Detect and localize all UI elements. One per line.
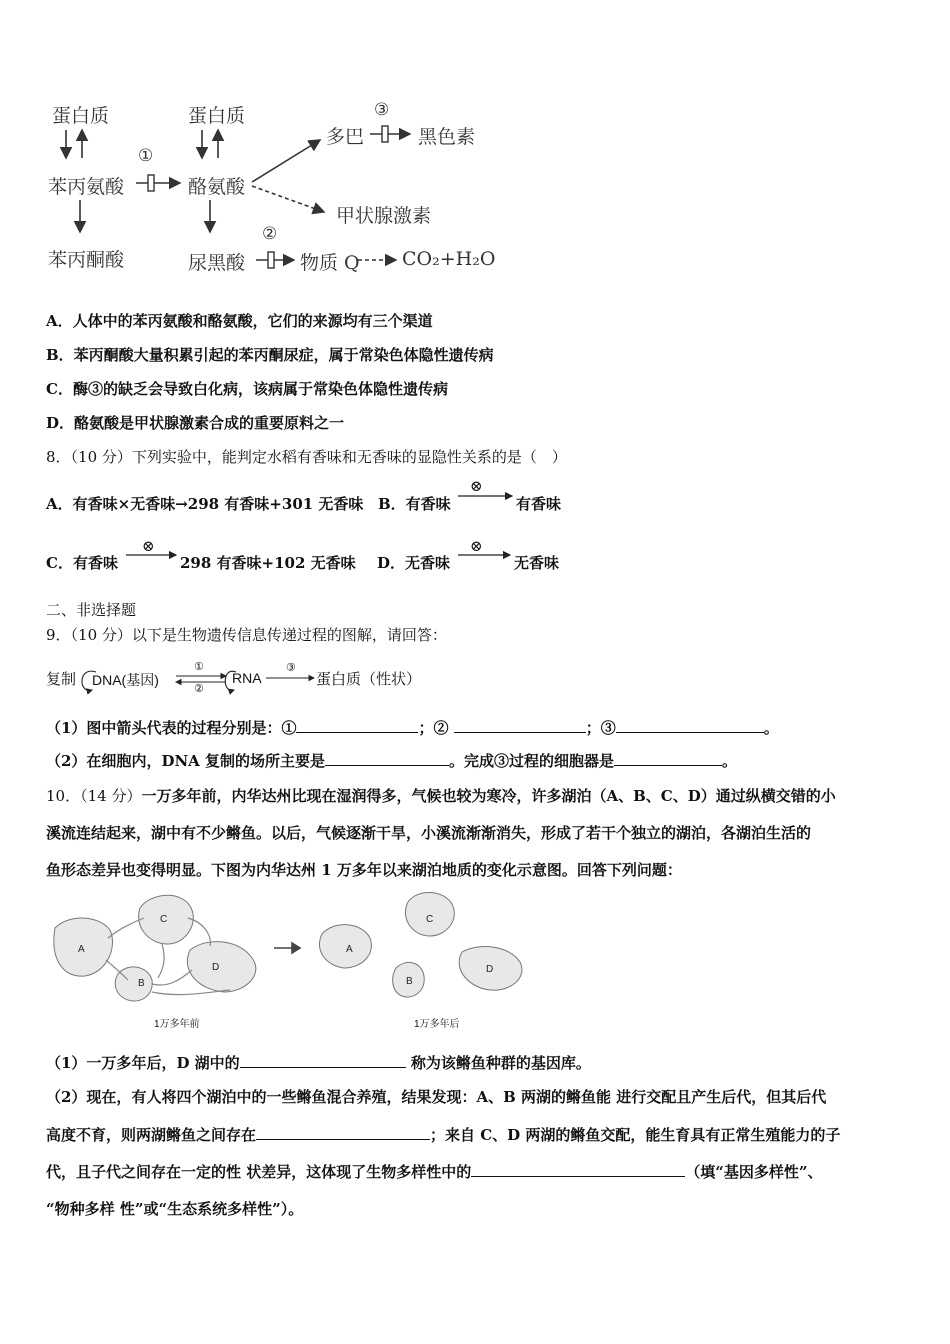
q9-sub2-mid: 。完成③过程的细胞器是 bbox=[449, 752, 615, 770]
lake-b-before bbox=[115, 967, 152, 1001]
lake-a-before-label: A bbox=[78, 944, 85, 955]
q10-sub2-line1: （2）现在，有人将四个湖泊中的一些鳉鱼混合养殖，结果发现：A、B 两湖的鳉鱼能 进行交配且产生后代，但其后代 bbox=[46, 1088, 827, 1106]
lake-d-before bbox=[187, 942, 255, 992]
enzyme3-label: ③ bbox=[374, 100, 390, 120]
q9-sub1-sep2: ；② bbox=[418, 719, 449, 737]
q8-b-selfing-symbol: ⊗ bbox=[470, 477, 483, 495]
q8-option-c-prefix: C．有香味 bbox=[46, 554, 118, 572]
central-dogma-arrows bbox=[0, 0, 340, 700]
process3-number: ③ bbox=[286, 661, 296, 674]
lake-a-after-label: A bbox=[346, 944, 353, 955]
phenylalanine-label: 苯丙氨酸 bbox=[48, 176, 125, 198]
q8-option-b-prefix: B．有香味 bbox=[378, 495, 451, 513]
q10-sub2-line3 bbox=[46, 1162, 823, 1182]
lake-c-before-label: C bbox=[160, 914, 168, 925]
phenylpyruvate-label: 苯丙酮酸 bbox=[48, 249, 125, 271]
q10-sub2-line3-end: （填“基因多样性”、 bbox=[685, 1163, 823, 1181]
substance-q-label: 物质 Q bbox=[300, 252, 360, 274]
enzyme2-label: ② bbox=[262, 224, 278, 244]
q10-sub1-label: （1）一万多年后，D 湖中的 bbox=[46, 1054, 240, 1072]
q9-sub2-end: 。 bbox=[722, 752, 738, 770]
q9-sub2-label: （2）在细胞内，DNA 复制的场所主要是 bbox=[46, 752, 326, 770]
q9-sub1 bbox=[46, 718, 779, 738]
q10-blank-3[interactable] bbox=[471, 1162, 685, 1177]
q10-sub1 bbox=[46, 1053, 591, 1073]
q9-sub2 bbox=[46, 751, 737, 771]
q9-blank-1[interactable] bbox=[296, 718, 418, 733]
q10-sub1-end: 称为该鳉鱼种群的基因库。 bbox=[410, 1054, 591, 1072]
lake-map bbox=[40, 888, 540, 1038]
q10-sub2-line2 bbox=[46, 1125, 840, 1145]
q7-option-c: C．酶③的缺乏会导致白化病，该病属于常染色体隐性遗传病 bbox=[46, 380, 448, 398]
lake-c-after-label: C bbox=[426, 914, 434, 925]
q7-option-d: D．酪氨酸是甲状腺激素合成的重要原料之一 bbox=[46, 414, 345, 432]
q9-sub1-sep3: ；③ bbox=[585, 719, 616, 737]
q9-blank-3[interactable] bbox=[616, 718, 764, 733]
enzyme1-label: ① bbox=[138, 146, 154, 166]
dna-label: DNA(基因) bbox=[92, 672, 159, 688]
q10-line1-text: 一万多年前，内华达州比现在湿润得多，气候也较为寒冷，许多湖泊（A、B、C、D）通过纵横交错的小 bbox=[141, 787, 836, 805]
q9-sub1-label: （1）图中箭头代表的过程分别是：① bbox=[46, 719, 297, 737]
melanin-label: 黑色素 bbox=[418, 126, 476, 148]
q10-line1 bbox=[46, 786, 836, 806]
process1-number: ① bbox=[194, 660, 204, 673]
q10-line2: 溪流连结起来，湖中有不少鳉鱼。以后，气候逐渐干旱，小溪流渐渐消失，形成了若干个独立的湖泊，各湖泊生活的 bbox=[46, 824, 812, 842]
q10-line3: 鱼形态差异也变得明显。下图为内华达州 1 万多年以来湖泊地质的变化示意图。回答下列问题： bbox=[46, 861, 682, 879]
q8-d-selfing-symbol: ⊗ bbox=[470, 537, 483, 555]
replicate-label: 复制 bbox=[46, 670, 77, 688]
q8-option-a: A．有香味×无香味→298 有香味+301 无香味 bbox=[46, 495, 364, 513]
q10-blank-1[interactable] bbox=[240, 1053, 406, 1068]
lake-d-after-label: D bbox=[486, 964, 494, 975]
q8-option-d-result: 无香味 bbox=[514, 554, 560, 572]
q10-sub2-line3-start: 代，且子代之间存在一定的性 状差异，这体现了生物多样性中的 bbox=[46, 1163, 472, 1181]
rna-label: RNA bbox=[232, 670, 262, 686]
q8-option-d-prefix: D．无香味 bbox=[377, 554, 451, 572]
lake-d-before-label: D bbox=[212, 962, 220, 973]
q9-blank-2[interactable] bbox=[454, 718, 586, 733]
q8-c-selfing-symbol: ⊗ bbox=[142, 537, 155, 555]
lake-b-before-label: B bbox=[138, 978, 145, 989]
process2-number: ② bbox=[194, 682, 204, 695]
map-before-caption: 1万多年前 bbox=[154, 1019, 200, 1030]
q9-blank-5[interactable] bbox=[614, 751, 722, 766]
q7-option-b: B．苯丙酮酸大量积累引起的苯丙酮尿症，属于常染色体隐性遗传病 bbox=[46, 346, 494, 364]
q10-sub2-line4: “物种多样 性”或“生态系统多样性”）。 bbox=[46, 1200, 304, 1218]
q10-number: 10．（14 分） bbox=[46, 787, 142, 805]
q10-sub2-line2-start: 高度不育，则两湖鳉鱼之间存在 bbox=[46, 1126, 257, 1144]
q8-stem: 8．（10 分）下列实验中，能判定水稻有香味和无香味的显隐性关系的是（ ） bbox=[46, 448, 567, 466]
q7-option-a: A．人体中的苯丙氨酸和酪氨酸，它们的来源均有三个渠道 bbox=[46, 312, 433, 330]
thyroxine-label: 甲状腺激素 bbox=[336, 205, 432, 227]
co2-h2o-label: CO₂+H₂O bbox=[402, 248, 496, 270]
q8-option-b-result: 有香味 bbox=[516, 495, 562, 513]
homogentisate-label: 尿黑酸 bbox=[188, 252, 246, 274]
map-after-caption: 1万多年后 bbox=[414, 1019, 460, 1030]
q10-sub2-line2-end: ；来自 C、D 两湖的鳉鱼交配，能生育具有正常生殖能力的子 bbox=[430, 1126, 841, 1144]
q9-sub1-end: 。 bbox=[763, 719, 779, 737]
q9-stem: 9．（10 分）以下是生物遗传信息传递过程的图解，请回答： bbox=[46, 626, 447, 644]
q9-blank-4[interactable] bbox=[325, 751, 449, 766]
protein-trait-label: 蛋白质（性状） bbox=[316, 670, 422, 688]
lake-b-after-label: B bbox=[406, 976, 413, 987]
q8-option-c-result: 298 有香味+102 无香味 bbox=[180, 554, 356, 572]
section2-heading: 二、非选择题 bbox=[46, 601, 137, 619]
dopa-label: 多巴 bbox=[326, 126, 365, 148]
protein-mid-label: 蛋白质 bbox=[188, 105, 246, 127]
q10-blank-2[interactable] bbox=[256, 1125, 430, 1140]
tyrosine-label: 酪氨酸 bbox=[188, 176, 246, 198]
protein-left-label: 蛋白质 bbox=[52, 105, 110, 127]
